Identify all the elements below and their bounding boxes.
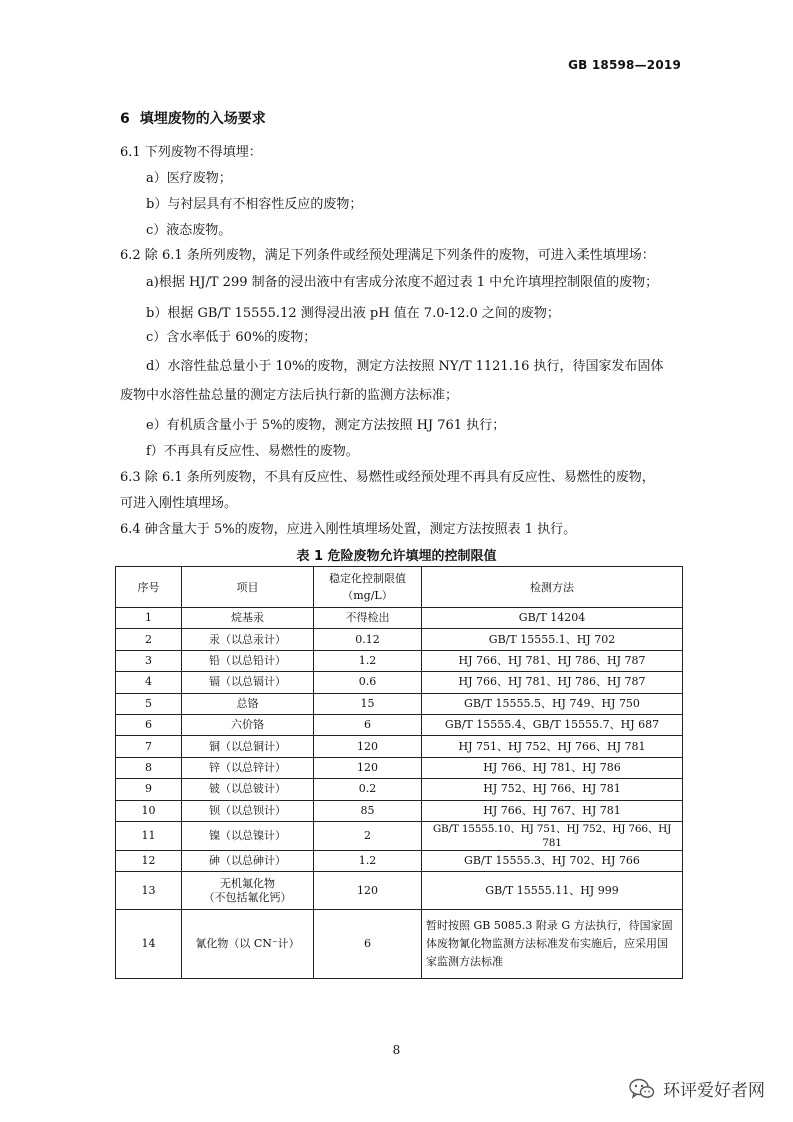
row-method: GB/T 15555.3、HJ 702、HJ 766 [422,850,683,871]
wechat-icon [629,1078,655,1100]
clause-6-3: 6.3 除 6.1 条所列废物，不具有反应性、易燃性或经预处理不再具有反应性、易燃性的废物， [120,470,655,485]
watermark [629,1076,765,1101]
row-index: 14 [116,910,182,979]
header-item: 项目 [182,567,314,608]
table-row [116,910,683,979]
watermark-text: 环评爱好者网 [663,1081,765,1101]
row-limit: 85 [314,800,422,821]
row-index: 9 [116,779,182,800]
clause-6-2: 6.2 除 6.1 条所列废物，满足下列条件或经预处理满足下列条件的废物，可进入柔性填埋场： [120,248,655,263]
clause-6-2-d-cont: 废物中水溶性盐总量的测定方法后执行新的监测方法标准； [120,388,459,403]
row-limit: 0.12 [314,629,422,650]
row-method: GB/T 15555.1、HJ 702 [422,629,683,650]
table-row [116,672,683,693]
row-index: 3 [116,650,182,671]
header-index: 序号 [116,567,182,608]
row-method: GB/T 15555.10、HJ 751、HJ 752、HJ 766、HJ 781 [422,821,683,850]
row-item: 铜（以总铜计） [182,736,314,757]
row-index: 6 [116,714,182,735]
row-item: 镉（以总镉计） [182,672,314,693]
table-row [116,608,683,629]
row-item: 砷（以总砷计） [182,850,314,871]
header-limit-unit: （mg/L） [342,589,393,602]
row-method: HJ 766、HJ 767、HJ 781 [422,800,683,821]
row-limit: 120 [314,757,422,778]
table-row [116,821,683,850]
row-item: 锌（以总锌计） [182,757,314,778]
row-method: HJ 752、HJ 766、HJ 781 [422,779,683,800]
row-index: 13 [116,872,182,910]
header-limit [314,567,422,608]
standard-code: GB 18598—2019 [568,58,681,72]
row-item: 氰化物（以 CN⁻计） [182,910,314,979]
row-item: 钡（以总钡计） [182,800,314,821]
table-row [116,650,683,671]
row-limit: 1.2 [314,850,422,871]
table-row [116,779,683,800]
row-item-line1: 无机氟化物 [220,876,275,890]
section-title: 填埋废物的入场要求 [139,111,266,127]
clause-6-1-b: b）与衬层具有不相容性反应的废物； [146,197,363,212]
clause-6-2-b: b）根据 GB/T 15555.12 测得浸出液 pH 值在 7.0-12.0 之间的废物； [146,306,560,321]
row-item: 镍（以总镍计） [182,821,314,850]
row-method: GB/T 15555.5、HJ 749、HJ 750 [422,693,683,714]
row-index: 1 [116,608,182,629]
clause-6-2-d: d）水溶性盐总量小于 10%的废物，测定方法按照 NY/T 1121.16 执行，待国家发布固体 [146,359,664,374]
row-method: HJ 751、HJ 752、HJ 766、HJ 781 [422,736,683,757]
row-item: 总铬 [182,693,314,714]
clause-6-2-c: c）含水率低于 60%的废物； [146,330,317,345]
table-title: 表 1 危险废物允许填埋的控制限值 [296,549,497,564]
row-index: 11 [116,821,182,850]
clause-6-2-a: a)根据 HJ/T 299 制备的浸出液中有害成分浓度不超过表 1 中允许填埋控制限值的废物； [146,275,659,290]
row-limit: 6 [314,910,422,979]
table-row [116,872,683,910]
clause-6-1-c: c）液态废物。 [146,223,232,238]
row-item-line2: （不包括氟化钙） [203,890,292,904]
header-method: 检测方法 [422,567,683,608]
clause-6-2-f: f）不再具有反应性、易燃性的废物。 [146,444,359,459]
table-row [116,757,683,778]
section-heading [120,108,266,128]
clause-6-1-a: a）医疗废物； [146,171,232,186]
table-row [116,800,683,821]
row-index: 12 [116,850,182,871]
row-item: 烷基汞 [182,608,314,629]
row-limit: 0.2 [314,779,422,800]
table-row [116,629,683,650]
table-row [116,736,683,757]
row-method: GB/T 15555.11、HJ 999 [422,872,683,910]
row-limit: 0.6 [314,672,422,693]
clause-6-3-cont: 可进入刚性填埋场。 [120,496,238,511]
table-row [116,693,683,714]
table-row [116,714,683,735]
row-limit: 不得检出 [314,608,422,629]
row-index: 5 [116,693,182,714]
row-limit: 15 [314,693,422,714]
clause-6-4: 6.4 砷含量大于 5%的废物，应进入刚性填埋场处置，测定方法按照表 1 执行。 [120,522,577,537]
row-index: 2 [116,629,182,650]
row-limit: 6 [314,714,422,735]
row-method: HJ 766、HJ 781、HJ 786、HJ 787 [422,650,683,671]
row-method: GB/T 15555.4、GB/T 15555.7、HJ 687 [422,714,683,735]
row-item: 汞（以总汞计） [182,629,314,650]
limits-table [115,566,683,979]
row-item: 铅（以总铅计） [182,650,314,671]
row-limit: 2 [314,821,422,850]
row-method: GB/T 14204 [422,608,683,629]
page-number: 8 [392,1043,401,1057]
row-method: 暂时按照 GB 5085.3 附录 G 方法执行，待国家固体废物氰化物监测方法标准发布实施后，应采用国家监测方法标准 [422,910,683,979]
header-limit-line1: 稳定化控制限值 [329,572,406,585]
clause-6-2-e: e）有机质含量小于 5%的废物，测定方法按照 HJ 761 执行； [146,418,506,433]
row-item: 铍（以总铍计） [182,779,314,800]
row-index: 7 [116,736,182,757]
row-item: 六价铬 [182,714,314,735]
row-limit: 120 [314,872,422,910]
row-method: HJ 766、HJ 781、HJ 786、HJ 787 [422,672,683,693]
row-method: HJ 766、HJ 781、HJ 786 [422,757,683,778]
row-index: 4 [116,672,182,693]
row-index: 10 [116,800,182,821]
row-limit: 1.2 [314,650,422,671]
table-row [116,850,683,871]
clause-6-1: 6.1 下列废物不得填埋： [120,145,262,160]
row-index: 8 [116,757,182,778]
row-limit: 120 [314,736,422,757]
row-item [182,872,314,910]
section-number: 6 [120,111,130,127]
table-header-row [116,567,683,608]
